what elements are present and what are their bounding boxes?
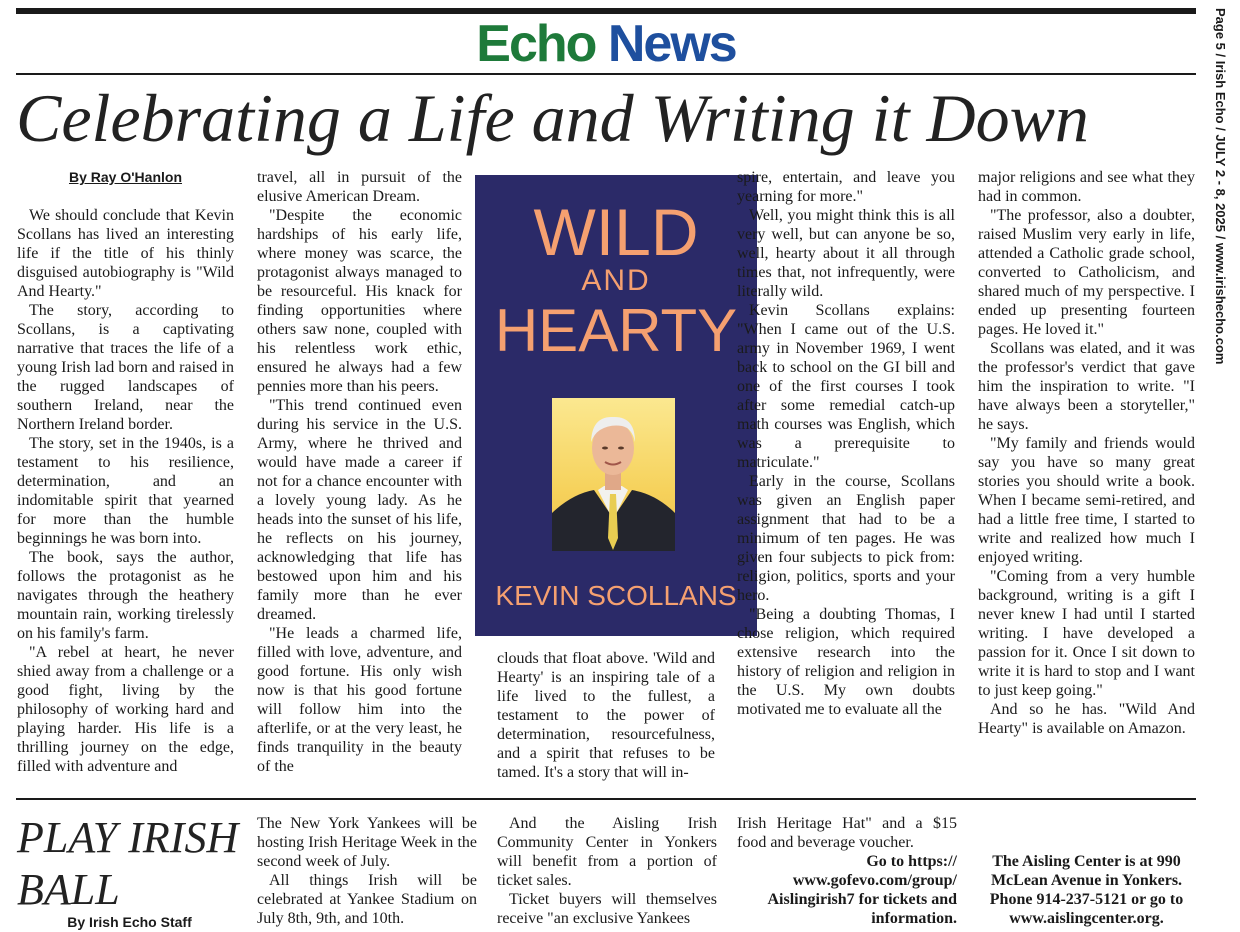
top-rule [16, 8, 1196, 14]
sidebar-page-info: Page 5 / Irish Echo / JULY 2 - 8, 2025 / www.irishecho.com [1213, 8, 1228, 365]
bottom-article-title: PLAY IRISH BALL [17, 813, 239, 914]
paragraph: Kevin Scollans explains: "When I came out of the U.S. army in November 1969, I went back to school on the GI bill and one of the first courses I took after some remedial catch-up math courses was English, which was a prerequisite to matriculate." [737, 302, 955, 471]
paragraph: The New York Yankees will be hosting Irish Heritage Week in the second week of July. [257, 815, 477, 870]
paragraph: clouds that float above. 'Wild and Hearty' is an inspiring tale of a life lived to the fullest, a testament to the power of determination, resourcefulness, and a spirit that refuses to be tamed. It's a story that will in- [497, 650, 715, 781]
paragraph: And the Aisling Irish Community Center in Yonkers will benefit from a portion of ticket sales. [497, 815, 717, 889]
paragraph: "The professor, also a doubter, raised Muslim very early in life, attended a Catholic grade school, converted to Catholicism, and shared much of my perspective. I ended up presenting fourteen pages. He loved it." [978, 207, 1195, 338]
article-column-3 [497, 649, 715, 782]
paragraph: Scollans was elated, and it was the professor's verdict that gave him the inspiration to write. "I have always been a storyteller," he says. [978, 340, 1195, 433]
cover-author: KEVIN SCOLLANS [495, 580, 737, 611]
masthead-rule [16, 73, 1196, 75]
headline: Celebrating a Life and Writing it Down [16, 80, 1089, 156]
article-column-4 [737, 168, 955, 719]
article-column-5 [978, 168, 1195, 738]
paragraph: "A rebel at heart, he never shied away from a challenge or a good fight, living by the philosophy of working hard and playing harder. His life is a thrilling journey on the edge, filled with adventure and [17, 644, 234, 775]
paragraph: Ticket buyers will themselves receive "an exclusive Yankees [497, 891, 717, 927]
cover-title-wild: WILD [533, 195, 699, 269]
book-cover-image [475, 175, 757, 636]
paragraph: And so he has. "Wild And Hearty" is available on Amazon. [978, 701, 1195, 737]
page-sidebar [1205, 8, 1235, 398]
byline [17, 168, 234, 187]
paragraph: "He leads a charmed life, filled with love, adventure, and good fortune. His only wish now is that his good fortune will follow him into the afterlife, or at the very least, he finds tranquility in the beauty of the [257, 625, 462, 775]
paragraph: "Coming from a very humble background, writing is a gift I never knew I had until I started writing. I have developed a passion for it. Once I sit down to write it is hard to stop and I want to just keep going." [978, 568, 1195, 699]
paragraph: spire, entertain, and leave you yearning for more." [737, 169, 955, 205]
paragraph: "Despite the economic hardships of his early life, where money was scarce, the protagonist always managed to be resourceful. His knack for finding opportunities where others saw none, coupled with his relentless work ethic, ensured he always had a few pennies more than his peers. [257, 207, 462, 395]
paragraph: "This trend continued even during his service in the U.S. Army, where he thrived and would have made a career if not for a chance encounter with a lovely young lady. As he heads into the sunset of his life, he reflects on his journey, acknowledging that life has bestowed upon him and his family more than he ever dreamed. [257, 397, 462, 623]
paragraph: "Being a doubting Thomas, I chose religion, which required extensive research into the history of religion and religion in the U.S. My own doubts motivated me to evaluate all the [737, 606, 955, 718]
masthead-news: News [607, 15, 736, 73]
masthead-echo: Echo [476, 15, 596, 73]
cover-title-and: AND [581, 264, 651, 297]
paragraph: All things Irish will be celebrated at Yankee Stadium on July 8th, 9th, and 10th. [257, 872, 477, 927]
ticket-link[interactable]: Go to https:// www.gofevo.com/group/ Aislingirish7 for tickets and information. [767, 853, 957, 927]
bottom-column-2 [497, 814, 717, 928]
paragraph: "My family and friends would say you have so many great stories you should write a book. When I became semi-retired, and had a little free time, I started to write and realized how much I enjoyed writing. [978, 435, 1195, 566]
bottom-article-byline: By Irish Echo Staff [67, 914, 192, 930]
paragraph: travel, all in pursuit of the elusive American Dream. [257, 169, 462, 205]
paragraph: Irish Heritage Hat" and a $15 food and beverage voucher. [737, 815, 957, 851]
paragraph: The story, according to Scollans, is a captivating narrative that traces the life of a young Irish lad born and raised in the rugged landscapes of southern Ireland, near the Northern Ireland border. [17, 302, 234, 433]
paragraph: Early in the course, Scollans was given an English paper assignment that had to be a minimum of ten pages. He was given four subjects to pick from: religion, politics, sports and your hero. [737, 473, 955, 604]
cover-title-hearty: HEARTY [494, 297, 738, 364]
author-photo [552, 398, 675, 551]
bottom-column-3 [737, 814, 957, 928]
article-column-1 [17, 206, 234, 776]
article-column-2 [257, 168, 462, 776]
paragraph: major religions and see what they had in common. [978, 169, 1195, 205]
paragraph: We should conclude that Kevin Scollans has lived an interesting life if the title of his thinly disguised autobiography is "Wild And Hearty." [17, 207, 234, 300]
aisling-center-info: The Aisling Center is at 990 McLean Avenue in Yonkers. Phone 914-237-5121 or go to www.aislingcenter.org. [989, 853, 1184, 927]
bottom-column-1 [257, 814, 477, 928]
paragraph: The book, says the author, follows the protagonist as he navigates through the heathery mountain rain, working tirelessly on his family's farm. [17, 549, 234, 642]
author-portrait-icon [552, 398, 675, 551]
masthead [16, 16, 1196, 72]
section-rule [16, 798, 1196, 800]
paragraph: The story, set in the 1940s, is a testament to his resilience, determination, and an indomitable spirit that yearned for more than the humble beginnings he was born into. [17, 435, 234, 547]
paragraph: Well, you might think this is all very well, but can anyone be so, well, hearty about it all through times that, not infrequently, were literally wild. [737, 207, 955, 300]
byline-text: By Ray O'Hanlon [68, 169, 183, 185]
